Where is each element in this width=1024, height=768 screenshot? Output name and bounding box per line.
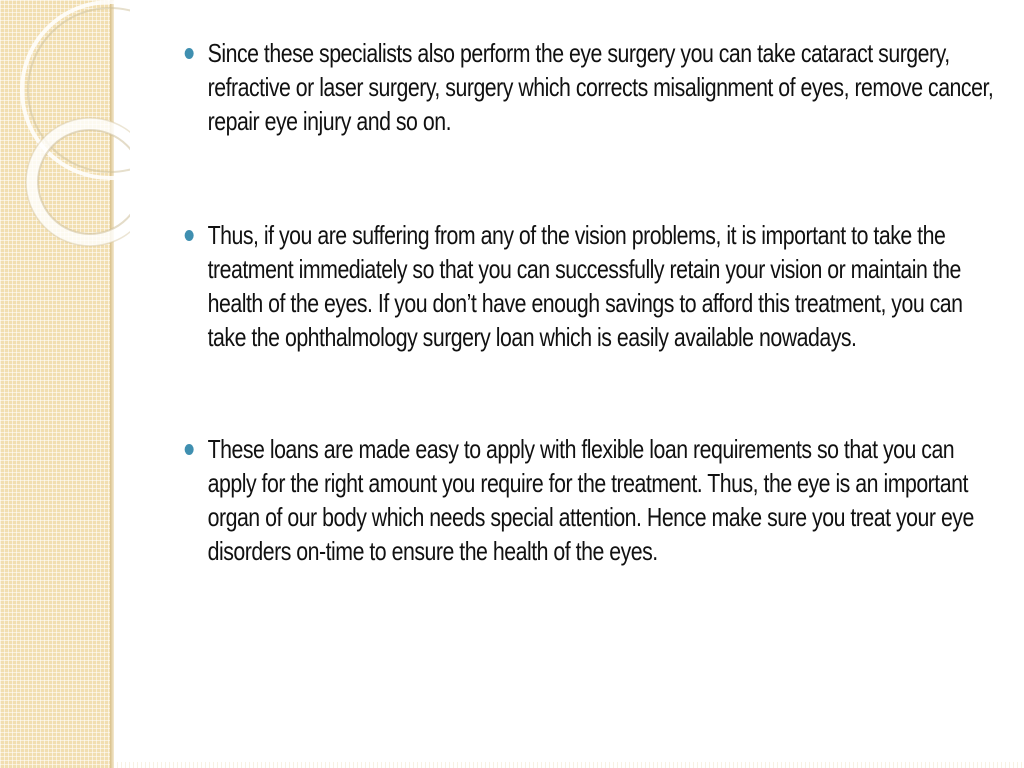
bullet-dot-icon: [185, 444, 194, 455]
bullet-item: [183, 218, 1003, 354]
bullet-dot-icon: [185, 48, 194, 59]
bullet-list: [183, 36, 994, 568]
bottom-decorative-strip: [113, 762, 1024, 768]
bullet-text: These loans are made easy to apply with flexible loan requirements so that you can apply for the right amount you require for the treatment. Thus, the eye is an important organ of our body which needs special attention. Hence make sure you treat your eye disorders on-time to ensure the health of the eyes.: [207, 434, 974, 566]
bullet-dot-icon: [185, 230, 194, 241]
bullet-item: [183, 432, 1003, 568]
decorative-rings-graphic: [0, 0, 130, 260]
bullet-text: Thus, if you are suffering from any of the vision problems, it is important to take the treatment immediately so that you can successfully retain your vision or maintain the health of the eyes. If you don’t have enough savings to afford this treatment, you can take the ophthalmology surgery loan which is easily available nowadays.: [207, 220, 963, 352]
bullet-item: [183, 36, 1003, 138]
bullet-text: Since these specialists also perform the eye surgery you can take cataract surgery, refractive or laser surgery, surgery which corrects misalignment of eyes, remove cancer, repair eye injury and so on.: [207, 38, 994, 136]
